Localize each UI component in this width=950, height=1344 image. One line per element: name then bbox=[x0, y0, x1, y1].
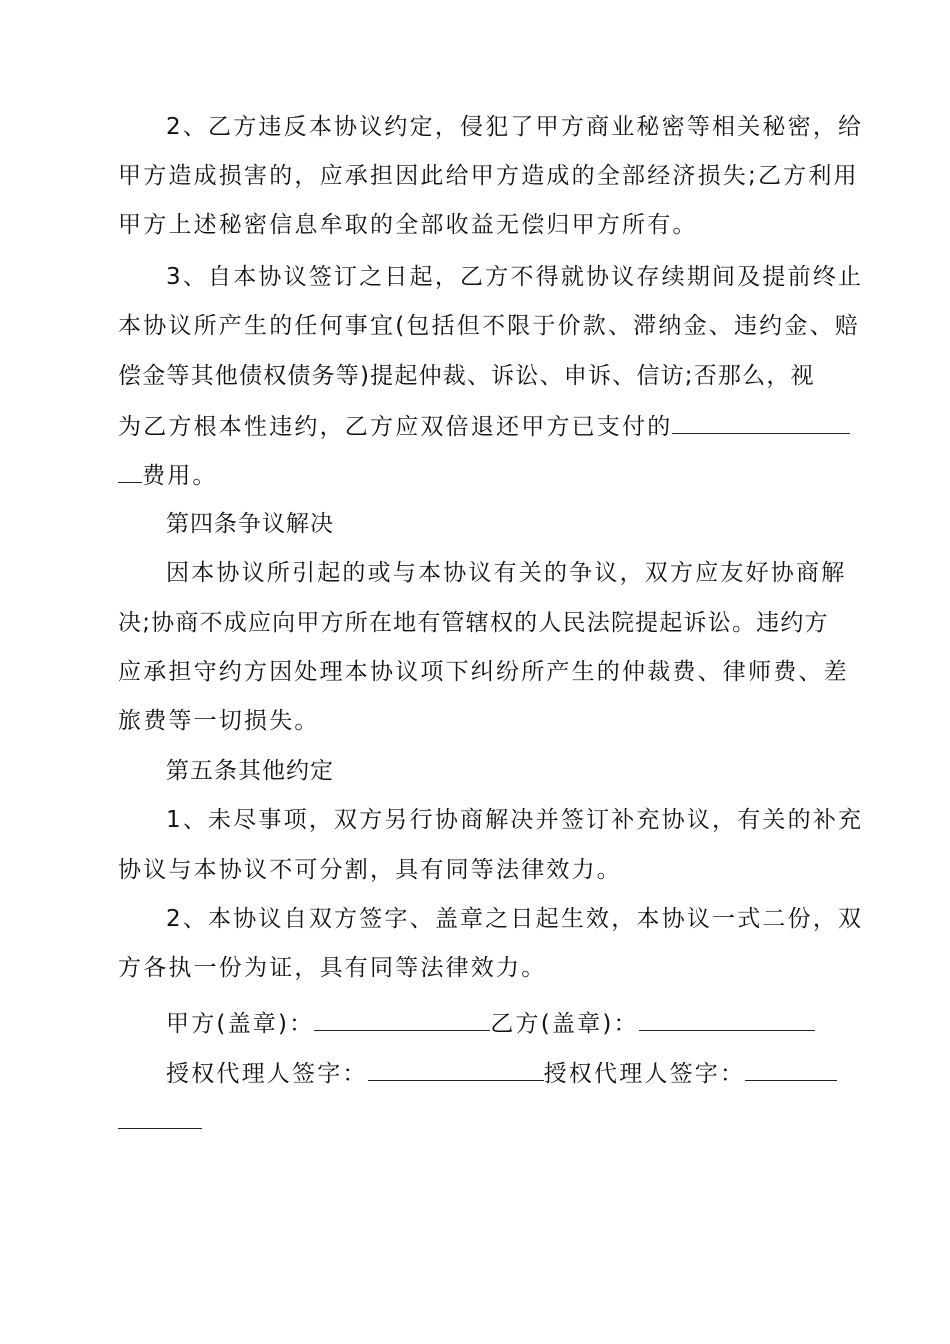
text: 第五条其他约定 bbox=[166, 758, 334, 784]
text: 协议与本协议不可分割，具有同等法律效力。 bbox=[118, 857, 622, 883]
text: 旅费等一切损失。 bbox=[118, 708, 320, 734]
paragraph-line bbox=[118, 454, 838, 494]
text: 第四条争议解决 bbox=[166, 511, 334, 537]
text: 3、自本协议签订之日起，乙方不得就协议存续期间及提前终止 bbox=[166, 264, 864, 290]
party-a-seal-blank bbox=[314, 1002, 490, 1031]
paragraph-line bbox=[118, 948, 838, 988]
paragraph-line bbox=[118, 405, 838, 445]
fill-in-blank bbox=[118, 454, 142, 483]
party-b-agent-label: 授权代理人签字： bbox=[543, 1061, 746, 1087]
text: 为乙方根本性违约，乙方应双倍退还甲方已支付的 bbox=[118, 414, 673, 440]
party-b-seal-label: 乙方(盖章)： bbox=[490, 1011, 639, 1037]
paragraph-line bbox=[118, 652, 849, 692]
text: 方各执一份为证，具有同等法律效力。 bbox=[118, 955, 547, 981]
signature-line-continued bbox=[118, 1100, 838, 1140]
party-b-seal-blank bbox=[639, 1002, 815, 1031]
paragraph-line bbox=[118, 205, 838, 245]
party-b-agent-blank-continued bbox=[118, 1100, 202, 1129]
paragraph-line bbox=[118, 553, 847, 593]
paragraph-line bbox=[118, 257, 864, 297]
section-heading bbox=[118, 751, 838, 791]
party-a-agent-label: 授权代理人签字： bbox=[166, 1061, 368, 1087]
section-heading bbox=[118, 504, 838, 544]
party-b-agent-blank bbox=[745, 1052, 837, 1081]
paragraph-line bbox=[118, 701, 838, 741]
text: 甲方造成损害的，应承担因此给甲方造成的全部经济损失;乙方利用 bbox=[118, 163, 859, 189]
paragraph-line bbox=[118, 603, 838, 643]
paragraph-line bbox=[118, 850, 838, 890]
fill-in-blank bbox=[672, 405, 850, 434]
text: 决;协商不成应向甲方所在地有管辖权的人民法院提起诉讼。违约方 bbox=[118, 610, 829, 636]
text: 2、本协议自双方签字、盖章之日起生效，本协议一式二份，双 bbox=[166, 906, 864, 932]
text: 本协议所产生的任何事宜(包括但不限于价款、滞纳金、违约金、赔 bbox=[118, 313, 860, 339]
paragraph-line bbox=[118, 306, 860, 346]
paragraph-line bbox=[118, 899, 864, 939]
text: 因本协议所引起的或与本协议有关的争议，双方应友好协商解 bbox=[166, 560, 847, 586]
paragraph-line bbox=[118, 356, 838, 396]
text: 应承担守约方因处理本协议项下纠纷所产生的仲裁费、律师费、差 bbox=[118, 659, 849, 685]
paragraph-line bbox=[118, 107, 864, 147]
paragraph-line bbox=[118, 156, 859, 196]
party-a-agent-blank bbox=[368, 1052, 544, 1081]
text: 甲方上述秘密信息牟取的全部收益无偿归甲方所有。 bbox=[118, 212, 698, 238]
paragraph-line bbox=[118, 800, 864, 840]
signature-line bbox=[118, 1002, 838, 1042]
text: 费用。 bbox=[142, 463, 218, 489]
text: 1、未尽事项，双方另行协商解决并签订补充协议，有关的补充 bbox=[166, 807, 864, 833]
text: 2、乙方违反本协议约定，侵犯了甲方商业秘密等相关秘密，给 bbox=[166, 114, 864, 140]
text: 偿金等其他债权债务等)提起仲裁、诉讼、申诉、信访;否那么，视 bbox=[118, 363, 815, 389]
signature-line bbox=[118, 1052, 838, 1092]
party-a-seal-label: 甲方(盖章)： bbox=[166, 1011, 315, 1037]
